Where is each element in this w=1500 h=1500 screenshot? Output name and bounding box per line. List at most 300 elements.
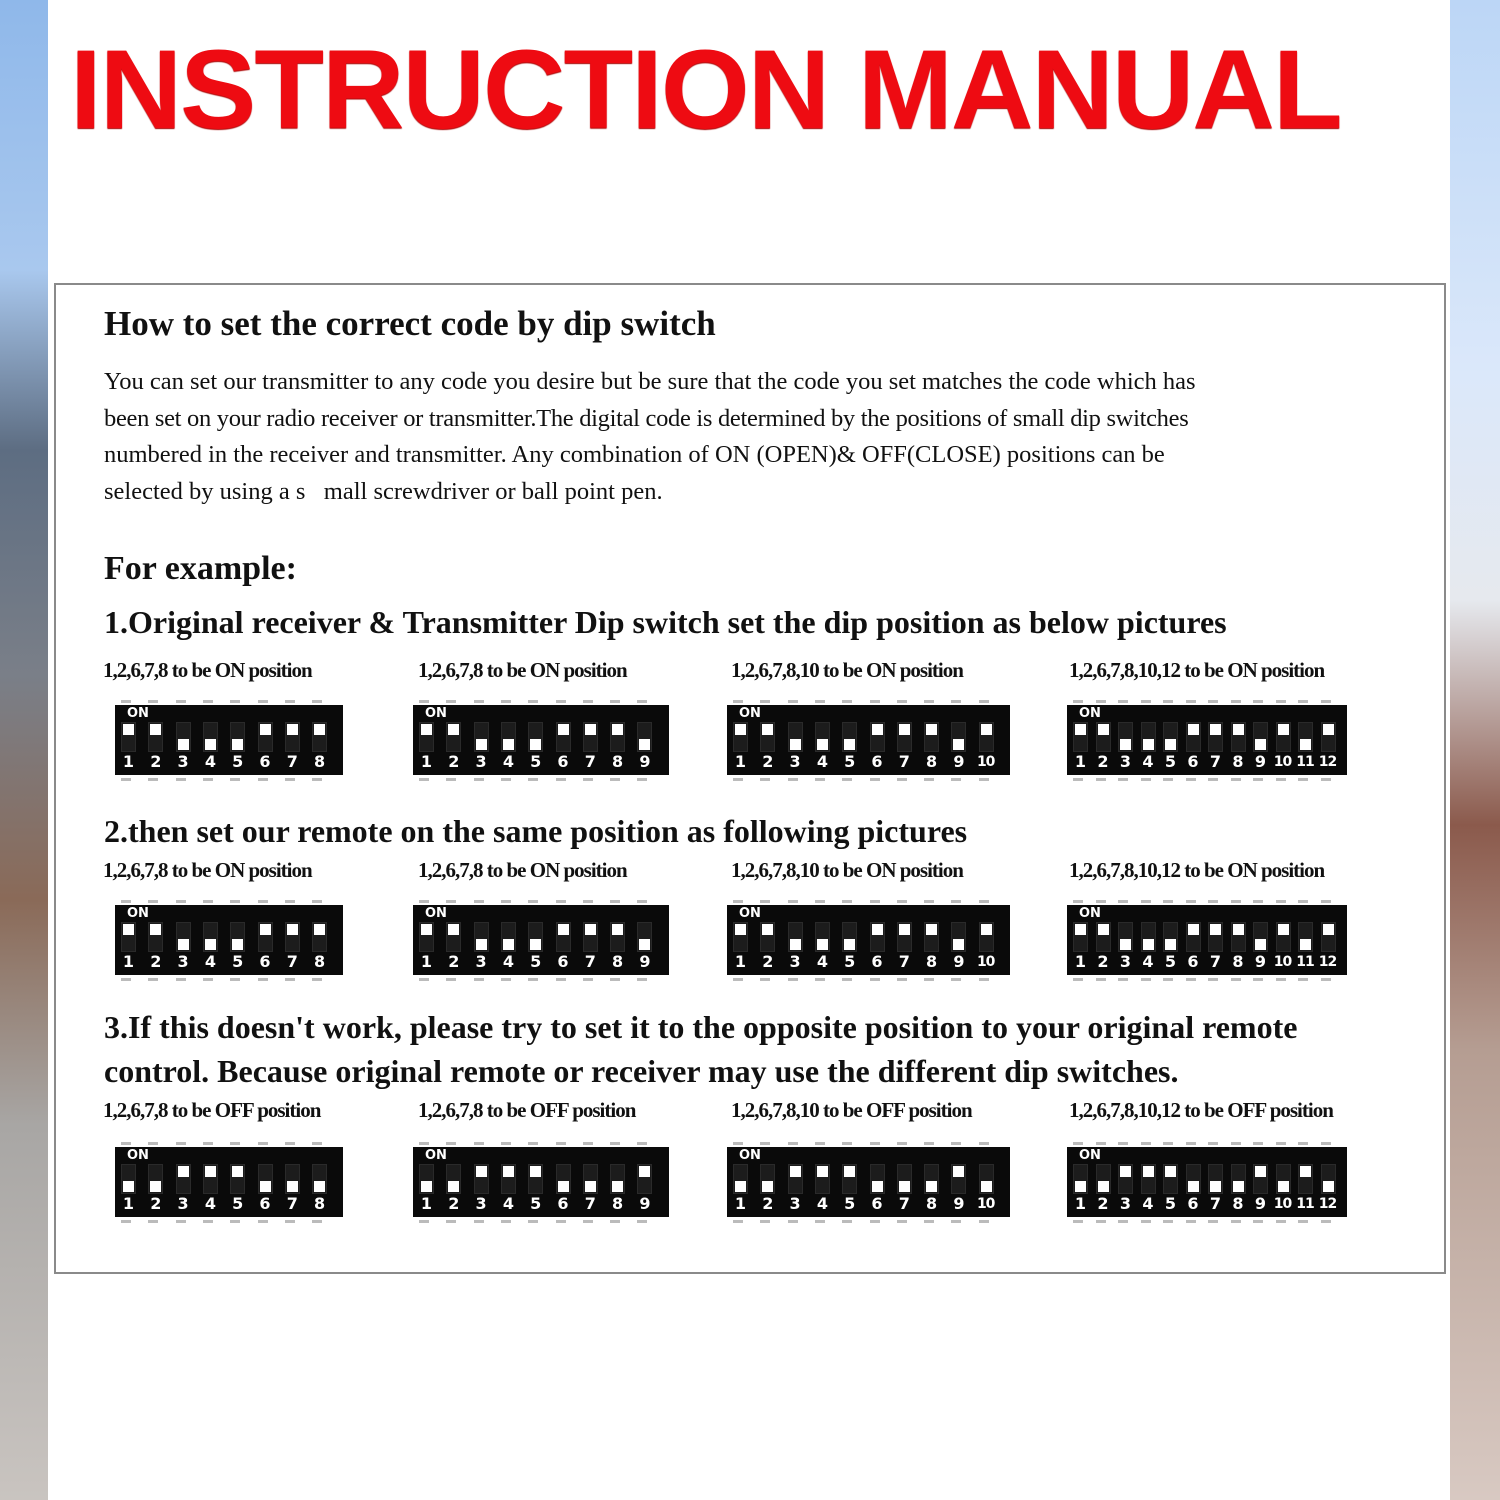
dip-toggle-on [203,1164,218,1194]
dip-number: 3 [177,1194,188,1213]
dip-pin [951,900,961,903]
dip-pin [610,1220,620,1223]
dip-pin [1208,700,1218,703]
dip-pin [733,978,743,981]
dip-pin [258,1220,268,1223]
dip-pin [285,1220,295,1223]
dip-number: 3 [177,952,188,971]
dip-toggle-off [583,1164,598,1194]
on-label: ON [739,1148,761,1163]
dip-pin [501,1220,511,1223]
dip-number: 6 [1187,752,1198,771]
dip-pin [148,778,158,781]
dip-switch [413,1147,669,1217]
dip-number: 6 [1187,952,1198,971]
dip-knob [1255,939,1266,950]
dip-pin [610,900,620,903]
dip-toggle-off [1118,922,1133,952]
dip-pin [312,900,322,903]
dip-pin [258,900,268,903]
dip-knob [612,724,623,735]
dip-number: 8 [314,752,325,771]
dip-knob [1188,924,1199,935]
dip-number: 3 [475,752,486,771]
dip-knob [899,1181,910,1192]
dip-toggle-on [1231,922,1246,952]
dip-pin [419,700,429,703]
dip-toggle-off [1231,1164,1246,1194]
dip-knob [612,1181,623,1192]
dip-toggle-off [501,722,516,752]
dip-number: 8 [926,1194,937,1213]
dip-pin [203,1142,213,1145]
dip-toggle-on [1186,722,1201,752]
background-photo-right [1450,0,1500,1500]
dip-number: 10 [976,1196,995,1212]
dip-pin [760,978,770,981]
dip-number: 7 [584,752,595,771]
dip-knob [899,724,910,735]
dip-pin [1141,978,1151,981]
dip-toggle-off [148,1164,163,1194]
dip-pin [1186,700,1196,703]
dip-knob [844,1166,855,1177]
dip-pin [583,1142,593,1145]
dip-number: 4 [816,752,827,771]
dip-number: 2 [762,752,773,771]
dip-toggle-off [1186,1164,1201,1194]
dip-number: 8 [612,1194,623,1213]
dip-toggle-on [610,722,625,752]
dip-toggle-on [842,1164,857,1194]
dip-pin [815,778,825,781]
dip-pin [446,778,456,781]
dip-knob [1120,739,1131,750]
dip-number: 7 [286,1194,297,1213]
dip-pin [258,700,268,703]
dip-pin [1298,700,1308,703]
paragraph-line: numbered in the receiver and transmitter. Any combination of ON (OPEN)& OFF(CLOSE) positions can be [104,441,1165,468]
dip-knob [735,724,746,735]
dip-pin [583,700,593,703]
dip-pin [528,1220,538,1223]
dip-knob [1233,724,1244,735]
dip-pin [788,900,798,903]
dip-toggle-on [1298,1164,1313,1194]
dip-pin [419,778,429,781]
dip-toggle-on [121,922,136,952]
dip-number: 1 [734,952,746,971]
dip-toggle-off [842,722,857,752]
dip-toggle-on [312,722,327,752]
dip-knob [790,1166,801,1177]
dip-number: 1 [420,952,432,971]
dip-pin [733,700,743,703]
dip-knob [817,1166,828,1177]
dip-knob [1300,739,1311,750]
dip-toggle-on [637,1164,652,1194]
dip-number: 5 [844,1194,855,1213]
dip-switch-caption: 1,2,6,7,8,10 to be ON position [731,858,963,882]
dip-pin [760,900,770,903]
dip-number: 5 [232,952,243,971]
dip-pin [979,900,989,903]
dip-knob [260,1181,271,1192]
dip-toggle-off [1298,722,1313,752]
dip-toggle-on [419,922,434,952]
dip-pin [870,778,880,781]
dip-pin [733,778,743,781]
dip-pin [951,1220,961,1223]
dip-knob [503,939,514,950]
dip-toggle-on [1163,1164,1178,1194]
dip-pin [637,1220,647,1223]
dip-knob [1255,1166,1266,1177]
dip-number: 7 [898,1194,909,1213]
dip-knob [260,924,271,935]
dip-pin [501,1142,511,1145]
on-label: ON [127,1148,149,1163]
dip-toggle-on [1186,922,1201,952]
dip-pin [924,700,934,703]
dip-toggle-off [1253,722,1268,752]
dip-switch-caption: 1,2,6,7,8,10,12 to be ON position [1069,858,1325,882]
dip-pin [1321,700,1331,703]
dip-switch [727,905,1010,975]
dip-knob [817,939,828,950]
dip-pin [583,1220,593,1223]
dip-number: 4 [502,752,513,771]
dip-pin [637,978,647,981]
dip-pin [285,1142,295,1145]
dip-pin [897,1220,907,1223]
dip-number: 6 [871,752,882,771]
dip-toggle-on [583,722,598,752]
dip-pin [815,700,825,703]
dip-number: 1 [734,1194,746,1213]
dip-toggle-on [979,922,994,952]
dip-toggle-on [258,722,273,752]
dip-number: 9 [1254,752,1266,771]
dip-pin [924,978,934,981]
dip-toggle-off [788,922,803,952]
dip-toggle-on [230,1164,245,1194]
dip-knob [1255,739,1266,750]
dip-toggle-off [1141,722,1156,752]
dip-toggle-off [474,722,489,752]
dip-toggle-on [312,922,327,952]
dip-pin [1321,900,1331,903]
dip-pin [1253,700,1263,703]
dip-knob [150,724,161,735]
dip-knob [844,939,855,950]
dip-knob [150,924,161,935]
dip-knob [1278,1181,1289,1192]
dip-number: 8 [1232,1194,1243,1213]
step-heading: 1.Original receiver & Transmitter Dip switch set the dip position as below pictures [104,604,1227,640]
dip-toggle-off [979,1164,994,1194]
dip-toggle-on [176,1164,191,1194]
dip-switch-caption: 1,2,6,7,8 to be OFF position [418,1098,636,1122]
dip-pin [1298,978,1308,981]
dip-switch-caption: 1,2,6,7,8,10,12 to be ON position [1069,658,1325,682]
dip-pin [556,900,566,903]
dip-knob [1210,924,1221,935]
dip-knob [314,1181,325,1192]
dip-toggle-on [1096,722,1111,752]
dip-knob [735,1181,746,1192]
dip-knob [448,924,459,935]
dip-pin [610,978,620,981]
dip-knob [421,724,432,735]
dip-pin [1163,1220,1173,1223]
dip-toggle-on [148,722,163,752]
dip-switch [727,1147,1010,1217]
dip-switch [115,905,343,975]
dip-number: 8 [314,952,325,971]
dip-knob [232,739,243,750]
dip-pin [285,700,295,703]
dip-toggle-on [501,1164,516,1194]
dip-pin [788,978,798,981]
dip-pin [176,900,186,903]
dip-number: 2 [1097,1194,1108,1213]
dip-number: 2 [1097,952,1108,971]
dip-knob [1120,1166,1131,1177]
dip-toggle-off [419,1164,434,1194]
dip-number: 2 [150,952,161,971]
dip-number: 7 [1209,952,1221,971]
dip-number: 8 [926,952,937,971]
dip-pin [637,900,647,903]
dip-pin [474,1220,484,1223]
dip-toggle-off [312,1164,327,1194]
dip-toggle-on [1118,1164,1133,1194]
dip-pin [203,700,213,703]
dip-toggle-off [1253,922,1268,952]
dip-pin [312,1220,322,1223]
dip-number: 8 [612,752,623,771]
dip-pin [176,1220,186,1223]
dip-knob [287,924,298,935]
section-heading: How to set the correct code by dip switch [104,304,716,343]
dip-number: 6 [259,952,270,971]
dip-pin [446,700,456,703]
dip-pin [924,1142,934,1145]
dip-pin [312,1142,322,1145]
dip-pin [924,900,934,903]
dip-pin [842,778,852,781]
dip-pin [760,778,770,781]
dip-pin [1321,778,1331,781]
dip-knob [421,924,432,935]
dip-number: 4 [502,1194,513,1213]
for-example-heading: For example: [104,550,297,587]
dip-knob [790,939,801,950]
step-heading: 3.If this doesn't work, please try to set it to the opposite position to your original remote [104,1009,1298,1045]
dip-pin [176,978,186,981]
dip-pin [1231,700,1241,703]
dip-toggle-off [1163,722,1178,752]
dip-toggle-on [610,922,625,952]
dip-pin [842,700,852,703]
dip-number: 4 [204,752,215,771]
dip-toggle-off [285,1164,300,1194]
dip-toggle-off [733,1164,748,1194]
dip-number: 4 [816,1194,827,1213]
dip-knob [926,1181,937,1192]
dip-pin [176,700,186,703]
dip-pin [148,700,158,703]
dip-toggle-off [1321,1164,1336,1194]
background-photo-left [0,0,48,1500]
dip-toggle-on [1208,722,1223,752]
dip-knob [260,724,271,735]
dip-number: 4 [502,952,513,971]
dip-pin [637,700,647,703]
dip-pin [897,700,907,703]
dip-knob [476,739,487,750]
dip-knob [762,1181,773,1192]
dip-pin [556,1142,566,1145]
dip-number: 2 [762,1194,773,1213]
dip-pin [528,900,538,903]
dip-pin [285,778,295,781]
dip-pin [446,900,456,903]
dip-knob [1143,739,1154,750]
dip-pin [1276,978,1286,981]
dip-toggle-off [1163,922,1178,952]
dip-pin [1231,900,1241,903]
dip-pin [121,978,131,981]
dip-knob [762,724,773,735]
dip-pin [1253,1142,1263,1145]
dip-pin [148,900,158,903]
dip-pin [1096,778,1106,781]
dip-pin [897,778,907,781]
dip-number: 10 [976,754,995,770]
dip-knob [123,724,134,735]
dip-pin [121,700,131,703]
dip-pin [842,978,852,981]
dip-switch-caption: 1,2,6,7,8,10 to be OFF position [731,1098,972,1122]
dip-number: 1 [1074,1194,1086,1213]
dip-pin [815,900,825,903]
dip-pin [1073,700,1083,703]
dip-number: 1 [122,752,134,771]
dip-number: 5 [530,1194,541,1213]
dip-pin [528,700,538,703]
dip-number: 10 [1273,1196,1292,1212]
dip-toggle-off [637,922,652,952]
dip-pin [788,700,798,703]
dip-knob [558,924,569,935]
step-heading: 2.then set our remote on the same position as following pictures [104,813,968,849]
dip-number: 1 [1074,752,1086,771]
dip-pin [230,700,240,703]
dip-pin [419,1142,429,1145]
dip-knob [585,724,596,735]
dip-pin [1231,1142,1241,1145]
dip-pin [870,1142,880,1145]
dip-knob [1075,724,1086,735]
dip-pin [870,978,880,981]
dip-number: 6 [871,1194,882,1213]
dip-pin [637,1142,647,1145]
dip-toggle-on [121,722,136,752]
dip-pin [897,900,907,903]
on-label: ON [1079,1148,1101,1163]
dip-pin [815,1142,825,1145]
dip-toggle-on [285,722,300,752]
dip-toggle-off [951,922,966,952]
dip-pin [1298,778,1308,781]
dip-pin [1163,700,1173,703]
dip-pin [176,778,186,781]
dip-number: 5 [844,752,855,771]
dip-number: 5 [232,752,243,771]
dip-number: 6 [871,952,882,971]
dip-toggle-off [446,1164,461,1194]
dip-knob [503,739,514,750]
dip-pin [556,778,566,781]
dip-pin [474,778,484,781]
dip-toggle-on [419,722,434,752]
dip-pin [951,778,961,781]
dip-pin [176,1142,186,1145]
dip-knob [314,724,325,735]
dip-toggle-on [788,1164,803,1194]
dip-pin [1253,900,1263,903]
dip-knob [1210,724,1221,735]
dip-knob [872,724,883,735]
dip-knob [1075,1181,1086,1192]
dip-knob [1323,724,1334,735]
dip-toggle-off [176,922,191,952]
dip-number: 7 [584,1194,595,1213]
dip-number: 1 [122,1194,134,1213]
dip-number: 3 [1119,952,1131,971]
dip-pin [924,778,934,781]
dip-pin [1118,1142,1128,1145]
dip-number: 7 [898,752,909,771]
dip-pin [788,1142,798,1145]
dip-switch-caption: 1,2,6,7,8 to be ON position [418,658,627,682]
dip-toggle-off [610,1164,625,1194]
dip-pin [870,700,880,703]
dip-knob [612,924,623,935]
dip-toggle-off [1298,922,1313,952]
dip-pin [1096,900,1106,903]
dip-number: 12 [1318,954,1337,970]
dip-number: 10 [1273,754,1292,770]
dip-pin [446,1220,456,1223]
dip-toggle-off [842,922,857,952]
dip-number: 11 [1296,754,1314,770]
dip-number: 8 [314,1194,325,1213]
dip-toggle-off [556,1164,571,1194]
on-label: ON [425,906,447,921]
dip-switch [727,705,1010,775]
dip-toggle-on [1253,1164,1268,1194]
dip-pin [1096,1142,1106,1145]
dip-toggle-off [1276,1164,1291,1194]
dip-number: 4 [1142,752,1153,771]
dip-switch [1067,705,1347,775]
dip-pin [733,900,743,903]
dip-pin [419,978,429,981]
dip-toggle-on [1276,722,1291,752]
